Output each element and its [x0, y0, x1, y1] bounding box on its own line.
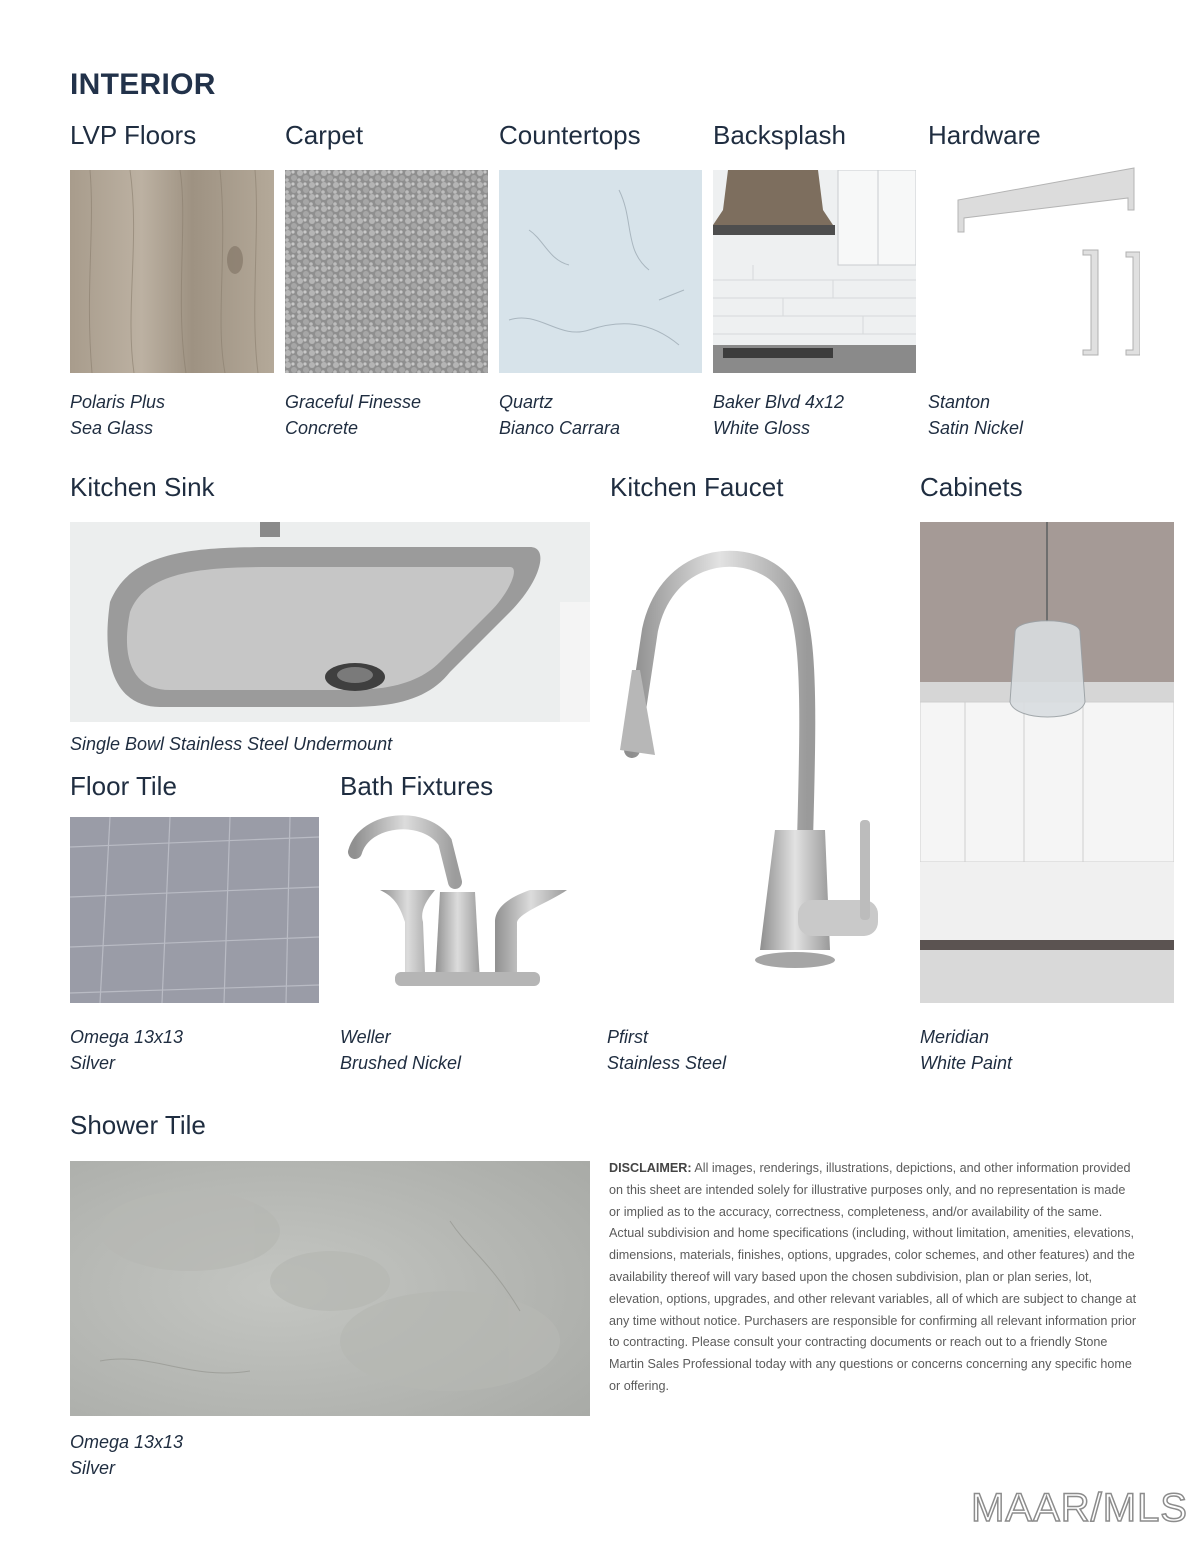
carpet-color: Concrete: [285, 418, 359, 438]
countertops-color: Bianco Carrara: [499, 418, 621, 438]
floor-tile-color: Silver: [70, 1053, 116, 1073]
shower-tile-title: Shower Tile: [70, 1110, 206, 1140]
kitchen-sink-image: [70, 522, 590, 722]
floor-tile-caption: [70, 1024, 183, 1076]
kitchen-faucet-product: Pfirst: [607, 1027, 649, 1047]
lvp-floors-title: LVP Floors: [70, 120, 197, 150]
bath-fixtures-color: Brushed Nickel: [340, 1053, 462, 1073]
cabinets-caption: [920, 1024, 1012, 1076]
carpet-product: Graceful Finesse: [285, 392, 422, 412]
kitchen-faucet-image: [610, 540, 890, 980]
shower-tile-swatch: [70, 1161, 590, 1416]
lvp-floors-caption: [70, 389, 165, 441]
page-heading: INTERIOR: [70, 68, 216, 101]
countertop-swatch: [499, 170, 702, 373]
lvp-floors-color: Sea Glass: [70, 418, 154, 438]
lvp-floor-swatch: [70, 170, 274, 373]
kitchen-faucet-title: Kitchen Faucet: [610, 472, 784, 502]
backsplash-swatch: [713, 170, 916, 373]
countertops-product: Quartz: [499, 392, 554, 412]
kitchen-faucet-color: Stainless Steel: [607, 1053, 727, 1073]
kitchen-faucet-caption: [607, 1024, 726, 1076]
disclaimer-label: DISCLAIMER:: [609, 1161, 692, 1175]
countertops-caption: [499, 389, 620, 441]
mls-watermark: MAAR/MLS: [971, 1486, 1188, 1530]
hardware-caption: [928, 389, 1023, 441]
disclaimer-text: All images, renderings, illustrations, depictions, and other information provided on this sheet are intended solely for illustrative purposes only, and no representation is made or implied as to the accuracy, correctness, completeness, and/or availability of the same. Actual subdivision and home specifications (including, without limitation, amenities, elevations, dimensions, materials, finishes, options, upgrades, color schemes, and other features) and the availability thereof will vary based upon the chosen subdivision, plan or plan series, lot, elevation, options, upgrades, and other relevant variables, all of which are subject to change at any time without notice. Purchasers are responsible for confirming all relevant information prior to contracting. Please consult your contracting documents or reach out to a friendly Stone Martin Sales Professional today with any questions or concerns concerning any specific home or offering.: [609, 1161, 1137, 1393]
bath-fixtures-product: Weller: [340, 1027, 391, 1047]
countertops-title: Countertops: [499, 120, 641, 150]
cabinets-image: [920, 522, 1174, 1003]
hardware-pull-swatch: [928, 160, 1140, 360]
disclaimer: [609, 1158, 1139, 1398]
carpet-title: Carpet: [285, 120, 364, 150]
floor-tile-swatch: [70, 817, 319, 1003]
cabinets-color: White Paint: [920, 1053, 1013, 1073]
carpet-swatch: [285, 170, 488, 373]
carpet-caption: [285, 389, 421, 441]
lvp-floors-product: Polaris Plus: [70, 392, 166, 412]
backsplash-title: Backsplash: [713, 120, 846, 150]
shower-tile-caption: [70, 1429, 183, 1481]
floor-tile-product: Omega 13x13: [70, 1027, 184, 1047]
backsplash-color: White Gloss: [713, 418, 811, 438]
kitchen-sink-caption: Single Bowl Stainless Steel Undermount: [70, 734, 393, 754]
kitchen-sink-title: Kitchen Sink: [70, 472, 215, 502]
bath-fixtures-caption: [340, 1024, 461, 1076]
hardware-product: Stanton: [928, 392, 991, 412]
backsplash-caption: [713, 389, 844, 441]
bath-fixtures-image: [345, 812, 570, 1002]
floor-tile-title: Floor Tile: [70, 771, 177, 801]
backsplash-product: Baker Blvd 4x12: [713, 392, 845, 412]
hardware-title: Hardware: [928, 120, 1041, 150]
cabinets-product: Meridian: [920, 1027, 990, 1047]
shower-tile-product: Omega 13x13: [70, 1432, 184, 1452]
hardware-color: Satin Nickel: [928, 418, 1024, 438]
cabinets-title: Cabinets: [920, 472, 1023, 502]
shower-tile-color: Silver: [70, 1458, 116, 1478]
bath-fixtures-title: Bath Fixtures: [340, 771, 494, 801]
